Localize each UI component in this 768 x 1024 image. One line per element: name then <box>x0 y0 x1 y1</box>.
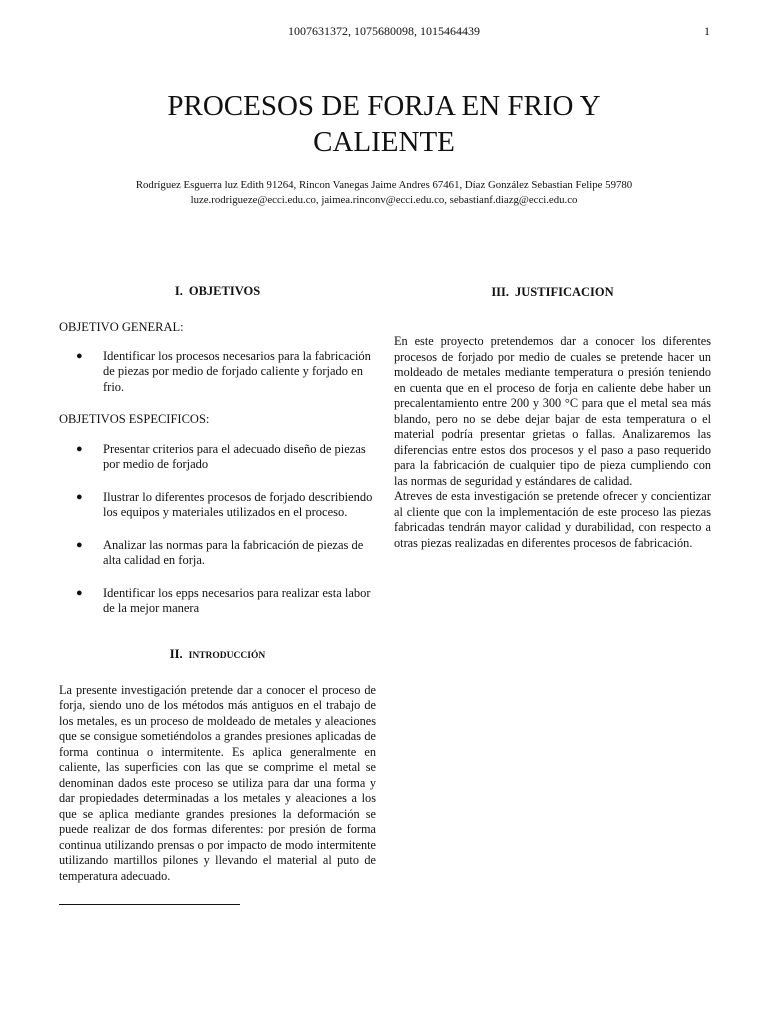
objetivos-especificos-label: OBJETIVOS ESPECIFICOS: <box>59 412 210 426</box>
bullet-icon: ● <box>76 490 83 503</box>
list-item-text: Analizar las normas para la fabricación de piezas de alta calidad en forja. <box>103 537 364 567</box>
bullet-icon: ● <box>76 538 83 551</box>
section-numeral: I. <box>174 284 183 298</box>
list-item <box>59 442 376 473</box>
objetivo-general-list <box>59 349 376 396</box>
list-item <box>59 538 376 569</box>
section-title: OBJETIVOS <box>188 284 261 298</box>
section-numeral: II. <box>169 646 183 661</box>
section-heading-justificacion <box>394 285 711 300</box>
list-item-text: Identificar los epps necesarios para realizar esta labor de la mejor manera <box>103 585 371 615</box>
list-item <box>59 490 376 521</box>
author-names: Rodríguez Esguerra luz Edith 91264, Rincon Vanegas Jaime Andres 67461, Díaz González Sebastian Felipe 59780 <box>135 179 633 191</box>
author-emails: luze.rodrigueze@ecci.edu.co, jaimea.rinconv@ecci.edu.co, sebastianf.diazg@ecci.edu.co <box>190 194 578 206</box>
section-heading-introduccion <box>59 647 376 662</box>
right-column <box>394 280 711 551</box>
bullet-icon: ● <box>76 442 83 455</box>
list-item-text: Presentar criterios para el adecuado diseño de piezas por medio de forjado <box>103 441 366 471</box>
introduccion-paragraph: La presente investigación pretende dar a conocer el proceso de forja, siendo uno de los métodos más antiguos en el trabajo de los metales, es un proceso de moldeado de metales y aleaciones que se consigue sometiéndolos a grandes presiones aplicadas de forma continua o intermitente. Es aplica generalmente en caliente, las superficies con las que se comprime el metal se denominan dados este proceso se utiliza para dar una forma y dar propiedades determinadas a los metales y aleaciones a los que se aplica mediante grandes presiones la deformación se puede realizar de dos formas diferentes: por presión de forma continua utilizando prensas o por impacto de modo intermitente utilizando martillos pilones y llevando el material al puto de temperatura adecuado. <box>59 682 376 883</box>
authors-block <box>40 178 728 208</box>
paper-title-line-1: PROCESOS DE FORJA EN FRIO Y <box>167 90 601 122</box>
objetivos-especificos-list <box>59 442 376 617</box>
bullet-icon: ● <box>76 349 83 362</box>
page-number: 1 <box>704 24 710 38</box>
footnote-divider <box>59 904 240 905</box>
section-title: INTRODUCCIÓN <box>188 650 266 661</box>
list-item-text: Ilustrar lo diferentes procesos de forjado describiendo los equipos y materiales utilizados en el proceso. <box>103 489 373 519</box>
justificacion-paragraph-2: Atreves de esta investigación se pretende ofrecer y concientizar al cliente que con la implementación de este proceso las piezas fabricadas tendrán mayor calidad y durabilidad, con respecto a otras piezas realizadas en diferentes procesos de fabricación. <box>394 489 711 550</box>
justificacion-paragraph-1: En este proyecto pretendemos dar a conocer los diferentes procesos de forjado por medio de cuales se pretende hacer un moldeado de metales mediante temperatura o presión teniendo en cuenta que en el proceso de forja en caliente debe haber un precalentamiento entre 200 y 300 °C para que el metal sea más blando, pero no se debe dejar bajar de esta temperatura o el material podría presentar grietas o fallas. Analizaremos las diferencias entre estos dos procesos y el paso a paso requerido para la fabricación de cualquier tipo de pieza cumpliendo con las normas de seguridad y estándares de calidad. <box>394 334 711 488</box>
paper-title <box>100 88 668 160</box>
section-heading-objetivos <box>59 284 376 299</box>
left-column <box>59 280 376 884</box>
header-student-ids: 1007631372, 1075680098, 1015464439 <box>288 24 480 38</box>
list-item <box>59 349 376 396</box>
paper-title-line-2: CALIENTE <box>313 126 455 158</box>
list-item <box>59 586 376 617</box>
section-title: JUSTIFICACION <box>515 285 614 299</box>
objetivo-general-label: OBJETIVO GENERAL: <box>59 320 184 334</box>
list-item-text: Identificar los procesos necesarios para la fabricación de piezas por medio de forjado caliente y forjado en frio. <box>103 348 371 394</box>
bullet-icon: ● <box>76 586 83 599</box>
section-numeral: III. <box>491 285 510 299</box>
page-header <box>0 24 768 44</box>
